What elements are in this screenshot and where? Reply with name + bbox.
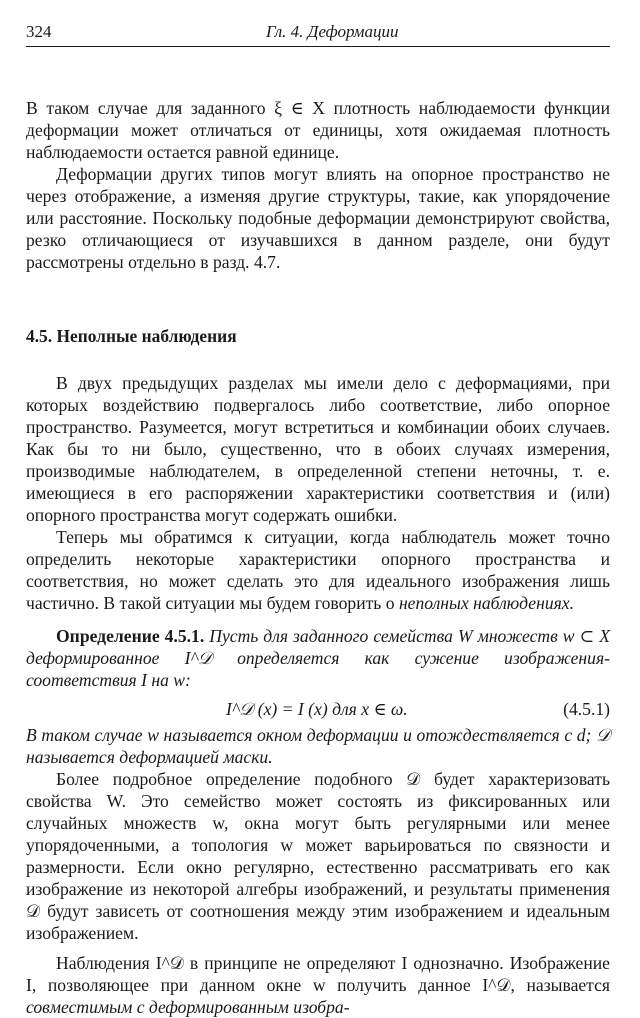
running-title: Гл. 4. Деформации	[266, 22, 399, 41]
section-number: 4.5.	[26, 326, 53, 346]
emphasized-term: неполных наблюдениях.	[398, 593, 574, 613]
emphasized-term: совместимым с деформированным изобра-	[26, 997, 350, 1017]
paragraph	[26, 952, 610, 1018]
paragraph: Деформации других типов могут влиять на опорное пространство не через отображение, а изменяя другие структуры, такие, как упорядочение или расстояние. Поскольку подобные деформации демонстрируют свойства, резко отличающиеся от изучавшихся в данном разделе, они будут рассмотрены отдельно в разд. 4.7.	[26, 164, 610, 272]
equation	[26, 696, 610, 722]
book-page	[26, 22, 610, 1018]
definition-label: Определение 4.5.1.	[56, 626, 205, 646]
definition-continuation: В таком случае w называется окном деформации и отождествляется с d; 𝒟 называется деформацией маски.	[26, 725, 610, 767]
paragraph	[26, 526, 610, 614]
paragraph-text: Наблюдения I^𝒟 в принципе не определяют I однозначно. Изображение I, позволяющее при данном окне w получить данное I^𝒟, называется	[26, 953, 610, 995]
paragraph-text: Теперь мы обратимся к ситуации, когда наблюдатель может точно определить некоторые характеристики опорного пространства и соответствия, но может сделать это для идеального изображения лишь частично. В такой ситуации мы будем говорить о	[26, 527, 610, 613]
section-title: Неполные наблюдения	[56, 326, 237, 346]
paragraph: В таком случае для заданного ξ ∈ X плотность наблюдаемости функции деформации может отличаться от единицы, хотя ожидаемая плотность наблюдаемости остается равной единице.	[26, 98, 610, 162]
page-number: 324	[26, 22, 52, 41]
definition	[26, 625, 610, 691]
paragraph: Более подробное определение подобного 𝒟 будет характеризовать свойства W. Это семейство может состоять из фиксированных или случайных множеств w, окна могут быть регулярными или менее упорядоченными, а топология w может варьироваться по связности и размерности. Если окно регулярно, естественно рассматривать его как изображение из некоторой алгебры изображений, и результаты применения 𝒟 будут зависеть от соотношения между этим изображением и идеальным изображением.	[26, 769, 610, 943]
equation-number: (4.5.1)	[563, 699, 610, 719]
paragraph: В двух предыдущих разделах мы имели дело с деформациями, при которых воздействию подвергалось либо соответствие, либо опорное пространство. Разумеется, могут встретиться и комбинации обоих случаев. Как бы то ни было, существенно, что в обоих случаях измерения, производимые наблюдателем, в определенной степени неточны, т. е. имеющиеся в его распоряжении характеристики соответствия и (или) опорного пространства могут содержать ошибки.	[26, 373, 610, 525]
section-heading	[26, 325, 610, 347]
page-header	[26, 22, 610, 47]
equation-formula: I^𝒟 (x) = I (x) для x ∈ ω.	[226, 699, 408, 719]
body-text	[26, 97, 610, 1018]
definition-body: Пусть для заданного семейства W множеств w ⊂ X деформированное I^𝒟 определяется как сужение изображения-соответствия I на w:	[26, 626, 611, 690]
